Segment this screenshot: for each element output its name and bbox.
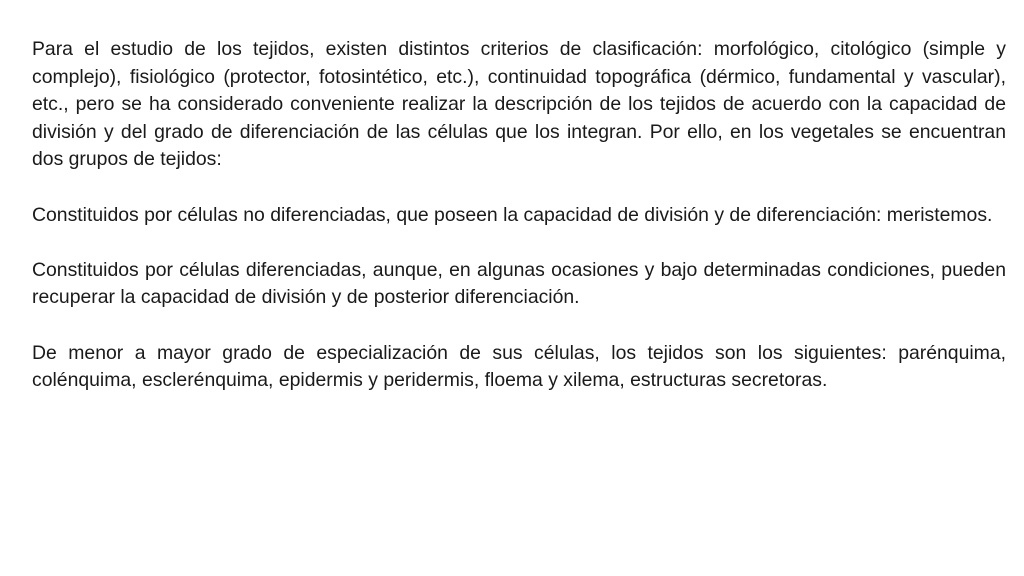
slide-body xyxy=(32,36,1006,395)
tissue-list-paragraph: De menor a mayor grado de especialización de sus células, los tejidos son los siguientes: parénquima, colénquima, esclerénquima, epidermis y peridermis, floema y xilema, estructuras secretoras. xyxy=(32,341,1006,392)
undifferentiated-tissues-paragraph: Constituidos por células no diferenciadas, que poseen la capacidad de división y de diferenciación: meristemos. xyxy=(32,203,993,226)
differentiated-tissues-paragraph: Constituidos por células diferenciadas, aunque, en algunas ocasiones y bajo determinadas condiciones, pueden recuperar la capacidad de división y de posterior diferenciación. xyxy=(32,258,1006,309)
intro-paragraph: Para el estudio de los tejidos, existen distintos criterios de clasificación: morfológico, citológico (simple y complejo), fisiológico (protector, fotosintético, etc.), continuidad topográfica (dérmico, fundamental y vascular), etc., pero se ha considerado conveniente realizar la descripción de los tejidos de acuerdo con la capacidad de división y del grado de diferenciación de las células que los integran. Por ello, en los vegetales se encuentran dos grupos de tejidos: xyxy=(32,38,1006,171)
